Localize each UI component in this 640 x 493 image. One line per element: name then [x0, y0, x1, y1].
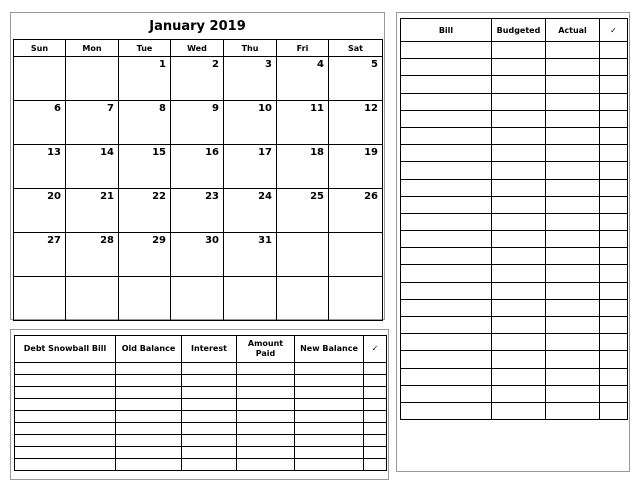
- debt-bill-header: Debt Snowball Bill: [15, 336, 116, 363]
- debt-row: [15, 447, 387, 459]
- table-cell: [15, 363, 116, 375]
- day-number: 30: [205, 235, 219, 246]
- table-cell: [401, 231, 492, 248]
- table-cell: [600, 402, 628, 419]
- table-cell: [492, 93, 546, 110]
- calendar-day-cell: [329, 145, 383, 189]
- table-cell: [492, 385, 546, 402]
- bill-row: [401, 265, 628, 282]
- table-cell: [182, 459, 237, 471]
- debt-row: [15, 387, 387, 399]
- debt-row: [15, 363, 387, 375]
- day-number: 31: [258, 235, 272, 246]
- debt-row: [15, 399, 387, 411]
- table-cell: [401, 248, 492, 265]
- table-cell: [546, 351, 600, 368]
- table-cell: [15, 423, 116, 435]
- table-cell: [546, 93, 600, 110]
- bill-row: [401, 76, 628, 93]
- table-cell: [116, 363, 182, 375]
- day-number: 10: [258, 103, 272, 114]
- calendar-week-row: [14, 57, 383, 101]
- table-cell: [116, 399, 182, 411]
- bill-row: [401, 93, 628, 110]
- calendar-day-cell: [329, 233, 383, 277]
- table-cell: [116, 435, 182, 447]
- table-cell: [295, 423, 364, 435]
- table-cell: [546, 368, 600, 385]
- table-cell: [182, 375, 237, 387]
- table-cell: [295, 435, 364, 447]
- table-cell: [492, 179, 546, 196]
- table-cell: [546, 162, 600, 179]
- calendar-day-cell: [277, 57, 329, 101]
- table-cell: [600, 231, 628, 248]
- table-cell: [546, 231, 600, 248]
- calendar-day-cell: [14, 189, 66, 233]
- table-cell: [401, 59, 492, 76]
- calendar-day-cell: [119, 57, 171, 101]
- table-cell: [600, 127, 628, 144]
- table-cell: [492, 265, 546, 282]
- calendar-day-cell: [277, 145, 329, 189]
- table-cell: [600, 265, 628, 282]
- calendar-week-row: [14, 277, 383, 321]
- table-cell: [182, 363, 237, 375]
- bill-row: [401, 248, 628, 265]
- day-number: 18: [310, 147, 324, 158]
- calendar-day-cell: [224, 189, 277, 233]
- table-cell: [600, 351, 628, 368]
- table-cell: [182, 399, 237, 411]
- calendar-day-cell: [66, 277, 119, 321]
- calendar-panel: [10, 12, 385, 320]
- table-cell: [295, 411, 364, 423]
- calendar-day-cell: [171, 101, 224, 145]
- table-cell: [401, 265, 492, 282]
- calendar-day-cell: [277, 277, 329, 321]
- table-cell: [546, 213, 600, 230]
- calendar-day-cell: [14, 233, 66, 277]
- table-cell: [600, 213, 628, 230]
- calendar-day-cell: [329, 189, 383, 233]
- day-number: 7: [107, 103, 114, 114]
- old-balance-header: Old Balance: [116, 336, 182, 363]
- day-number: 20: [47, 191, 61, 202]
- table-cell: [600, 196, 628, 213]
- bill-row: [401, 231, 628, 248]
- calendar-week-row: [14, 189, 383, 233]
- bill-row: [401, 196, 628, 213]
- day-number: [329, 277, 382, 279]
- day-number: 5: [371, 59, 378, 70]
- table-cell: [364, 411, 387, 423]
- table-cell: [401, 42, 492, 59]
- day-number: [119, 277, 170, 279]
- table-cell: [364, 387, 387, 399]
- debt-row: [15, 423, 387, 435]
- calendar-day-cell: [171, 277, 224, 321]
- weekday-header-row: [14, 40, 383, 57]
- table-cell: [237, 363, 295, 375]
- calendar-week-row: [14, 101, 383, 145]
- table-cell: [182, 435, 237, 447]
- bill-row: [401, 351, 628, 368]
- day-number: [14, 57, 65, 59]
- table-cell: [237, 411, 295, 423]
- bill-row: [401, 127, 628, 144]
- calendar-day-cell: [329, 57, 383, 101]
- table-cell: [116, 387, 182, 399]
- new-balance-header: New Balance: [295, 336, 364, 363]
- table-cell: [600, 93, 628, 110]
- day-number: 28: [100, 235, 114, 246]
- debt-row: [15, 459, 387, 471]
- table-cell: [401, 196, 492, 213]
- day-number: [277, 277, 328, 279]
- table-cell: [546, 282, 600, 299]
- table-cell: [15, 459, 116, 471]
- table-cell: [237, 459, 295, 471]
- day-number: [66, 277, 118, 279]
- table-cell: [401, 334, 492, 351]
- calendar-day-cell: [14, 101, 66, 145]
- table-cell: [15, 447, 116, 459]
- table-cell: [401, 317, 492, 334]
- table-cell: [600, 179, 628, 196]
- table-cell: [237, 435, 295, 447]
- calendar-day-cell: [224, 57, 277, 101]
- table-cell: [600, 299, 628, 316]
- actual-header: Actual: [546, 19, 600, 42]
- day-number: 29: [152, 235, 166, 246]
- debt-snowball-table: [14, 335, 387, 471]
- table-cell: [546, 196, 600, 213]
- table-cell: [401, 368, 492, 385]
- table-cell: [492, 334, 546, 351]
- calendar-day-cell: [119, 189, 171, 233]
- calendar-day-cell: [224, 101, 277, 145]
- day-number: [277, 233, 328, 235]
- interest-header: Interest: [182, 336, 237, 363]
- day-number: 11: [310, 103, 324, 114]
- calendar-week-row: [14, 233, 383, 277]
- weekday-fri: Fri: [277, 40, 329, 57]
- table-cell: [492, 145, 546, 162]
- table-cell: [237, 423, 295, 435]
- calendar-day-cell: [14, 277, 66, 321]
- day-number: [329, 233, 382, 235]
- day-number: 16: [205, 147, 219, 158]
- table-cell: [492, 351, 546, 368]
- table-cell: [237, 447, 295, 459]
- day-number: 15: [152, 147, 166, 158]
- calendar-day-cell: [329, 277, 383, 321]
- calendar-day-cell: [171, 57, 224, 101]
- table-cell: [182, 411, 237, 423]
- calendar-day-cell: [66, 145, 119, 189]
- table-cell: [116, 447, 182, 459]
- day-number: 27: [47, 235, 61, 246]
- bill-row: [401, 317, 628, 334]
- table-cell: [15, 411, 116, 423]
- day-number: 1: [159, 59, 166, 70]
- table-cell: [364, 399, 387, 411]
- table-cell: [546, 110, 600, 127]
- table-cell: [364, 447, 387, 459]
- table-cell: [546, 317, 600, 334]
- table-cell: [600, 145, 628, 162]
- table-cell: [401, 402, 492, 419]
- weekday-sun: Sun: [14, 40, 66, 57]
- calendar-day-cell: [224, 233, 277, 277]
- calendar-day-cell: [224, 277, 277, 321]
- debt-header-row: [15, 336, 387, 363]
- bill-tracker-table: [400, 18, 628, 420]
- day-number: 9: [212, 103, 219, 114]
- table-cell: [492, 299, 546, 316]
- table-cell: [492, 76, 546, 93]
- table-cell: [492, 59, 546, 76]
- amount-paid-header: Amount Paid: [237, 336, 295, 363]
- weekday-tue: Tue: [119, 40, 171, 57]
- calendar-day-cell: [119, 233, 171, 277]
- weekday-mon: Mon: [66, 40, 119, 57]
- table-cell: [116, 459, 182, 471]
- table-cell: [492, 231, 546, 248]
- calendar-day-cell: [171, 145, 224, 189]
- table-cell: [492, 282, 546, 299]
- table-cell: [401, 76, 492, 93]
- table-cell: [492, 110, 546, 127]
- table-cell: [600, 76, 628, 93]
- table-cell: [295, 375, 364, 387]
- debt-snowball-panel: [10, 329, 389, 480]
- table-cell: [237, 387, 295, 399]
- table-cell: [546, 334, 600, 351]
- debt-row: [15, 435, 387, 447]
- weekday-wed: Wed: [171, 40, 224, 57]
- debt-row: [15, 411, 387, 423]
- table-cell: [546, 402, 600, 419]
- calendar-day-cell: [224, 145, 277, 189]
- calendar-day-cell: [171, 233, 224, 277]
- table-cell: [401, 110, 492, 127]
- bill-row: [401, 179, 628, 196]
- table-cell: [546, 59, 600, 76]
- day-number: 25: [310, 191, 324, 202]
- table-cell: [492, 402, 546, 419]
- bill-row: [401, 59, 628, 76]
- table-cell: [492, 127, 546, 144]
- checkmark-icon: ✓: [600, 19, 628, 42]
- day-number: [171, 277, 223, 279]
- table-cell: [546, 265, 600, 282]
- calendar-day-cell: [171, 189, 224, 233]
- table-cell: [295, 363, 364, 375]
- calendar-day-cell: [277, 101, 329, 145]
- table-cell: [182, 423, 237, 435]
- table-cell: [15, 375, 116, 387]
- calendar-title: January 2019: [149, 19, 246, 34]
- table-cell: [295, 459, 364, 471]
- day-number: 23: [205, 191, 219, 202]
- table-cell: [546, 145, 600, 162]
- bill-row: [401, 368, 628, 385]
- table-cell: [401, 145, 492, 162]
- bill-row: [401, 385, 628, 402]
- table-cell: [401, 127, 492, 144]
- day-number: 14: [100, 147, 114, 158]
- bill-row: [401, 110, 628, 127]
- checkmark-icon: ✓: [364, 336, 387, 363]
- table-cell: [237, 375, 295, 387]
- table-cell: [401, 93, 492, 110]
- table-cell: [546, 76, 600, 93]
- table-cell: [295, 447, 364, 459]
- bill-row: [401, 145, 628, 162]
- calendar-day-cell: [14, 57, 66, 101]
- table-cell: [492, 42, 546, 59]
- table-cell: [364, 459, 387, 471]
- table-cell: [600, 368, 628, 385]
- table-cell: [116, 375, 182, 387]
- table-cell: [600, 248, 628, 265]
- day-number: [224, 277, 276, 279]
- table-cell: [546, 179, 600, 196]
- calendar-day-cell: [14, 145, 66, 189]
- bill-row: [401, 213, 628, 230]
- table-cell: [364, 363, 387, 375]
- calendar-week-row: [14, 145, 383, 189]
- table-cell: [116, 423, 182, 435]
- calendar-day-cell: [119, 277, 171, 321]
- table-cell: [182, 447, 237, 459]
- table-cell: [600, 42, 628, 59]
- bill-header: Bill: [401, 19, 492, 42]
- day-number: 3: [265, 59, 272, 70]
- table-cell: [182, 387, 237, 399]
- table-cell: [546, 385, 600, 402]
- bill-header-row: [401, 19, 628, 42]
- table-cell: [15, 387, 116, 399]
- day-number: [66, 57, 118, 59]
- calendar-day-cell: [277, 233, 329, 277]
- day-number: 24: [258, 191, 272, 202]
- bill-row: [401, 162, 628, 179]
- weekday-sat: Sat: [329, 40, 383, 57]
- table-cell: [600, 162, 628, 179]
- bill-row: [401, 334, 628, 351]
- calendar-day-cell: [66, 189, 119, 233]
- table-cell: [401, 162, 492, 179]
- table-cell: [401, 385, 492, 402]
- day-number: 12: [364, 103, 378, 114]
- table-cell: [600, 282, 628, 299]
- table-cell: [15, 399, 116, 411]
- table-cell: [546, 127, 600, 144]
- table-cell: [492, 213, 546, 230]
- table-cell: [546, 248, 600, 265]
- table-cell: [401, 179, 492, 196]
- table-cell: [492, 368, 546, 385]
- day-number: [14, 277, 65, 279]
- table-cell: [600, 110, 628, 127]
- table-cell: [492, 162, 546, 179]
- debt-row: [15, 375, 387, 387]
- table-cell: [546, 299, 600, 316]
- calendar-day-cell: [119, 145, 171, 189]
- day-number: 13: [47, 147, 61, 158]
- calendar-day-cell: [66, 233, 119, 277]
- day-number: 2: [212, 59, 219, 70]
- table-cell: [600, 59, 628, 76]
- table-cell: [492, 317, 546, 334]
- day-number: 6: [54, 103, 61, 114]
- table-cell: [364, 375, 387, 387]
- table-cell: [364, 423, 387, 435]
- table-cell: [600, 385, 628, 402]
- bill-row: [401, 299, 628, 316]
- table-cell: [364, 435, 387, 447]
- table-cell: [237, 399, 295, 411]
- table-cell: [401, 282, 492, 299]
- table-cell: [492, 248, 546, 265]
- table-cell: [546, 42, 600, 59]
- calendar-day-cell: [329, 101, 383, 145]
- table-cell: [401, 351, 492, 368]
- table-cell: [116, 411, 182, 423]
- day-number: 26: [364, 191, 378, 202]
- day-number: 22: [152, 191, 166, 202]
- table-cell: [295, 399, 364, 411]
- table-cell: [600, 317, 628, 334]
- table-cell: [401, 299, 492, 316]
- bill-row: [401, 402, 628, 419]
- day-number: 21: [100, 191, 114, 202]
- day-number: 19: [364, 147, 378, 158]
- table-cell: [600, 334, 628, 351]
- day-number: 8: [159, 103, 166, 114]
- table-cell: [295, 387, 364, 399]
- weekday-thu: Thu: [224, 40, 277, 57]
- day-number: 17: [258, 147, 272, 158]
- calendar-day-cell: [277, 189, 329, 233]
- day-number: 4: [317, 59, 324, 70]
- bill-tracker-panel: [396, 12, 630, 472]
- table-cell: [15, 435, 116, 447]
- bill-row: [401, 42, 628, 59]
- calendar-day-cell: [119, 101, 171, 145]
- bill-row: [401, 282, 628, 299]
- calendar-grid: [13, 39, 383, 321]
- table-cell: [401, 213, 492, 230]
- calendar-day-cell: [66, 57, 119, 101]
- calendar-day-cell: [66, 101, 119, 145]
- budgeted-header: Budgeted: [492, 19, 546, 42]
- table-cell: [492, 196, 546, 213]
